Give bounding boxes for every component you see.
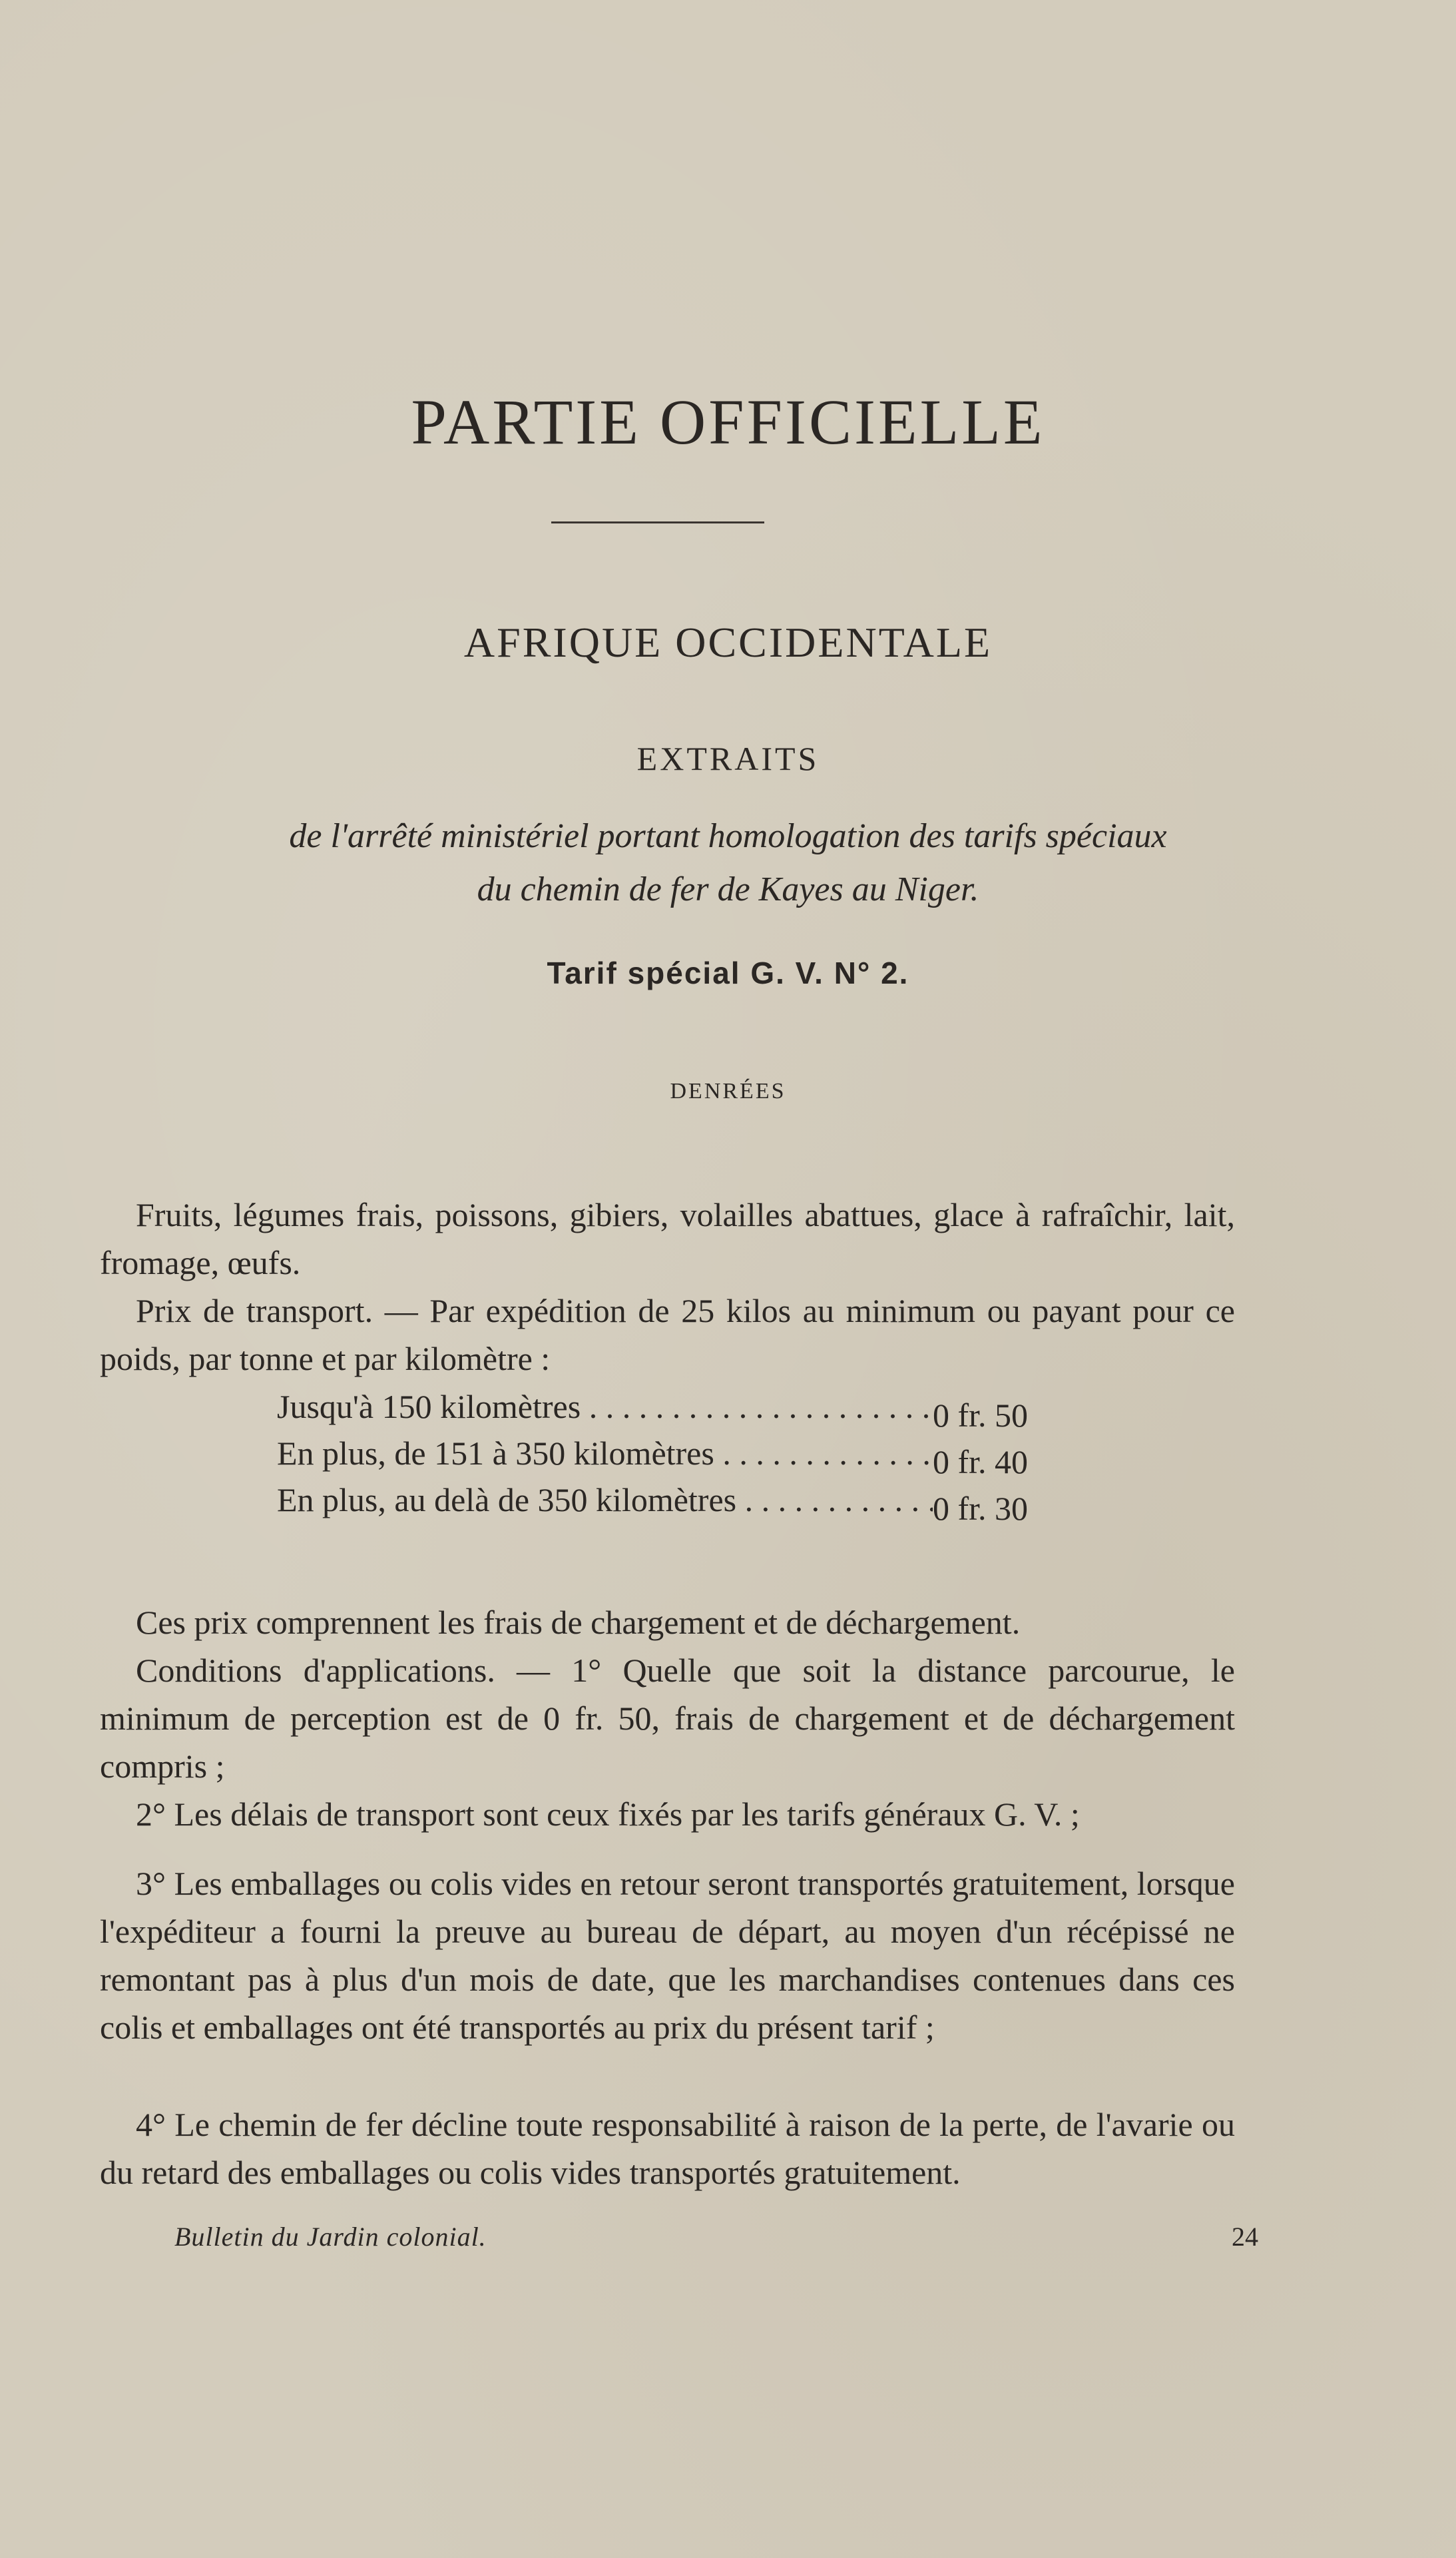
goods-paragraph: Fruits, légumes frais, poissons, gibiers, volailles abattues, glace à rafraîchir, lait, fromage, œufs. [100,1196,1235,1281]
rate-row [277,1433,1066,1482]
rate-label: Jusqu'à 150 kilomètres . . . [277,1387,933,1427]
rate-row [277,1387,1066,1435]
rate-price: 0 fr. 30 [933,1490,1029,1527]
region-heading: AFRIQUE OCCIDENTALE [463,619,993,666]
rate-label: En plus, de 151 à 350 kilomètres . . . [277,1433,933,1473]
category-heading: DENRÉES [670,1079,786,1104]
subtitle-line-1: de l'arrêté ministériel portant homologation des tarifs spéciaux [289,817,1167,855]
journal-footer: Bulletin du Jardin colonial. [174,2222,487,2252]
page-title: PARTIE OFFICIELLE [411,386,1045,458]
rate-price: 0 fr. 50 [933,1397,1029,1434]
packaging-paragraph: 3° Les emballages ou colis vides en retour seront transportés gratuitement, lorsque l'expéditeur a fourni la preuve au bureau de départ, au moyen d'un récépissé ne remontant pas à plus d'un mois de date, que les marchandises contenues dans ces colis et emballages ont été transportés au prix du présent tarif ; [100,1865,1235,2046]
rate-price: 0 fr. 40 [933,1443,1029,1480]
rate-row [277,1480,1066,1528]
tarif-heading: Tarif spécial G. V. N° 2. [547,956,909,990]
conditions-paragraph: Conditions d'applications. — 1° Quelle que soit la distance parcourue, le minimum de perception est de 0 fr. 50, frais de chargement et de déchargement compris ; [100,1652,1235,1785]
delays-paragraph: 2° Les délais de transport sont ceux fixés par les tarifs généraux G. V. ; [136,1795,1080,1833]
section-heading: EXTRAITS [636,740,820,777]
rate-label: En plus, au delà de 350 kilomètres . . . [277,1480,933,1520]
liability-paragraph: 4° Le chemin de fer décline toute responsabilité à raison de la perte, de l'avarie ou du retard des emballages ou colis vides transportés gratuitement. [100,2106,1235,2191]
subtitle-line-2: du chemin de fer de Kayes au Niger. [477,870,979,908]
title-divider [551,521,764,523]
fees-paragraph: Ces prix comprennent les frais de chargement et de déchargement. [136,1604,1021,1641]
page-number: 24 [1232,2222,1258,2252]
transport-price-paragraph: Prix de transport. — Par expédition de 25 kilos au minimum ou payant pour ce poids, par tonne et par kilomètre : [100,1292,1235,1377]
